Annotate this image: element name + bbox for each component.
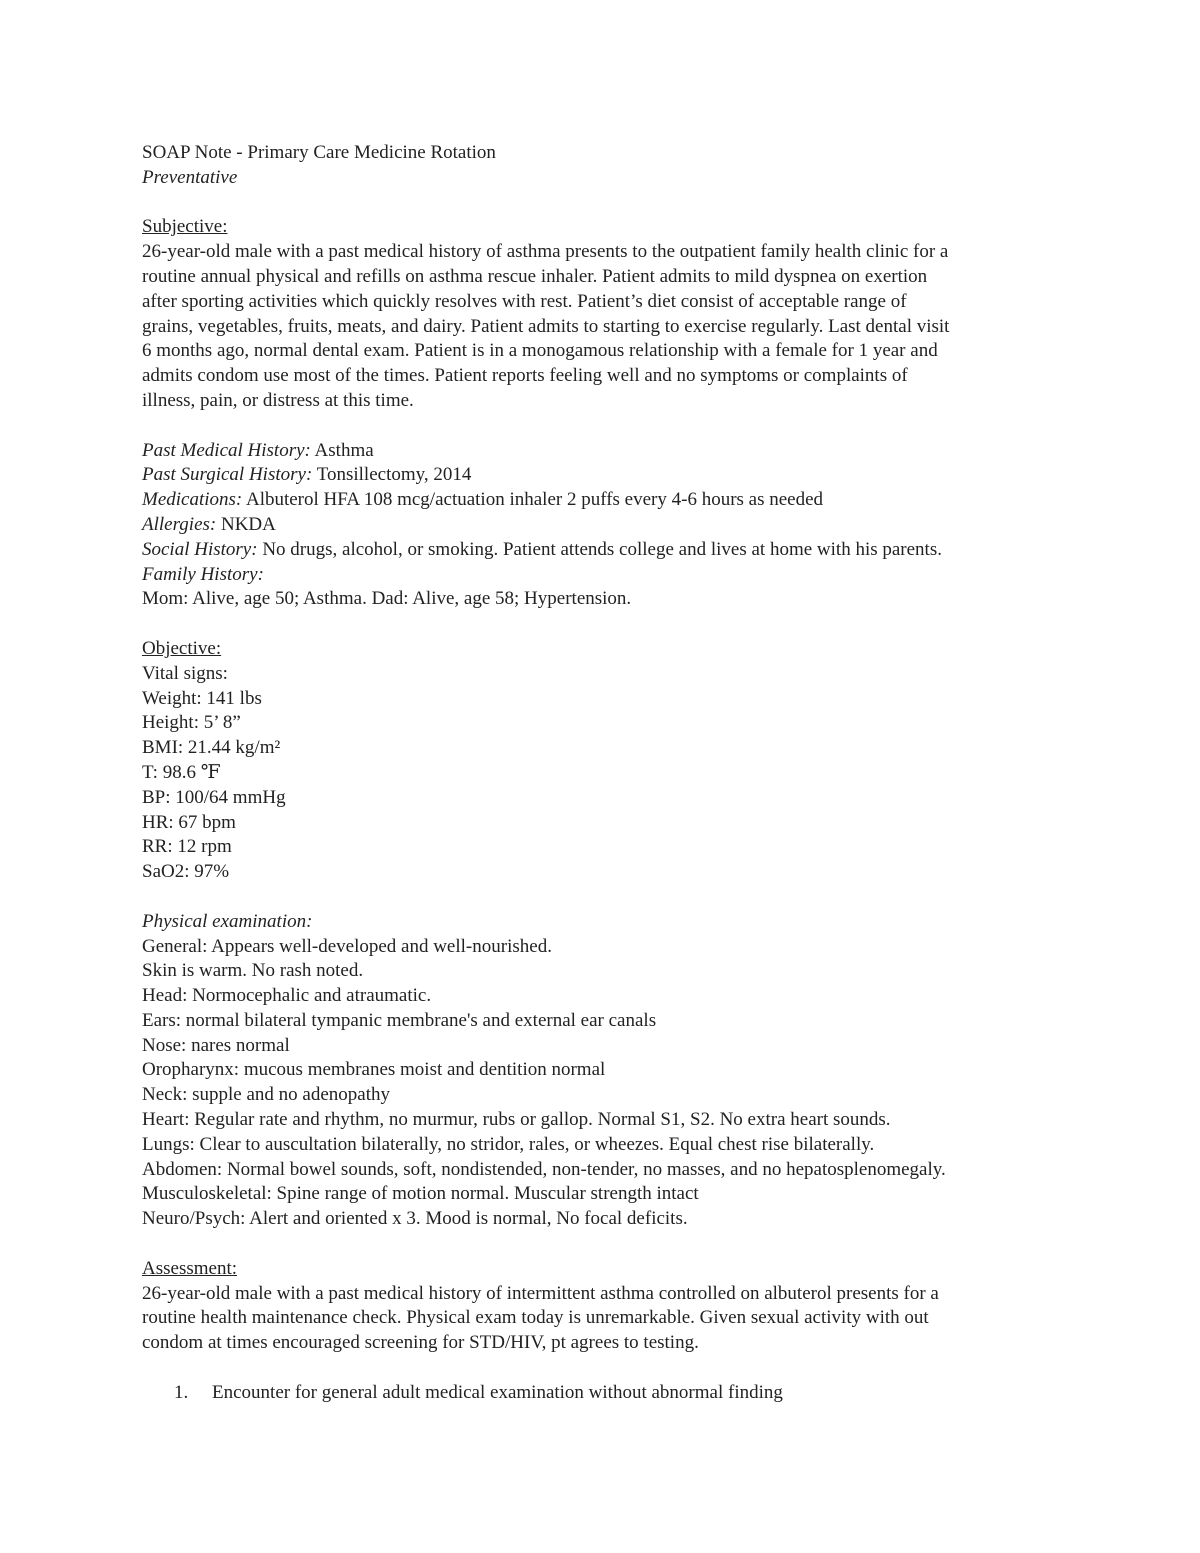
- assessment-heading: Assessment:: [142, 1257, 237, 1279]
- family-history-value: Mom: Alive, age 50; Asthma. Dad: Alive, age 58; Hypertension.: [142, 588, 632, 610]
- family-history-label: Family History:: [142, 563, 264, 585]
- exam-line: Lungs: Clear to auscultation bilaterally, no stridor, rales, or wheezes. Equal chest rise bilaterally.: [142, 1133, 875, 1155]
- exam-line: Heart: Regular rate and rhythm, no murmur, rubs or gallop. Normal S1, S2. No extra heart sounds.: [142, 1109, 891, 1131]
- subjective-line: illness, pain, or distress at this time.: [142, 389, 414, 411]
- spacer: [142, 612, 1072, 637]
- objective-heading: Objective:: [142, 637, 222, 659]
- spacer: [142, 1232, 1072, 1257]
- physical-exam: [142, 935, 1072, 1233]
- exam-line: Neck: supple and no adenopathy: [142, 1084, 390, 1106]
- vital-line: BP: 100/64 mmHg: [142, 786, 286, 808]
- assessment-line: routine health maintenance check. Physical exam today is unremarkable. Given sexual activity with out: [142, 1307, 929, 1329]
- subjective-line: admits condom use most of the times. Patient reports feeling well and no symptoms or complaints of: [142, 365, 908, 387]
- vital-line: T: 98.6 ℉: [142, 761, 221, 783]
- exam-line: Ears: normal bilateral tympanic membrane's and external ear canals: [142, 1009, 657, 1031]
- assessment-list: [142, 1381, 1072, 1406]
- list-item-text: Encounter for general adult medical examination without abnormal finding: [212, 1381, 783, 1403]
- vital-line: SaO2: 97%: [142, 861, 230, 883]
- subjective-line: 6 months ago, normal dental exam. Patient is in a monogamous relationship with a female for 1 year and: [142, 340, 938, 362]
- medications: Medications: Albuterol HFA 108 mcg/actuation inhaler 2 puffs every 4-6 hours as needed: [142, 489, 824, 511]
- subjective-line: grains, vegetables, fruits, meats, and dairy. Patient admits to starting to exercise regularly. Last dental visit: [142, 315, 950, 337]
- vital-line: BMI: 21.44 kg/m²: [142, 737, 281, 759]
- document-subtitle: Preventative: [142, 166, 238, 188]
- exam-line: Head: Normocephalic and atraumatic.: [142, 985, 432, 1007]
- subjective-line: routine annual physical and refills on asthma rescue inhaler. Patient admits to mild dyspnea on exertion: [142, 265, 928, 287]
- assessment-line: 26-year-old male with a past medical history of intermittent asthma controlled on albuterol presents for a: [142, 1282, 939, 1304]
- vital-line: RR: 12 rpm: [142, 836, 232, 858]
- past-surgical-history: Past Surgical History: Tonsillectomy, 2014: [142, 464, 472, 486]
- exam-line: Neuro/Psych: Alert and oriented x 3. Mood is normal, No focal deficits.: [142, 1208, 688, 1230]
- list-item-number: 1.: [174, 1381, 189, 1403]
- allergies: Allergies: NKDA: [142, 513, 276, 535]
- vital-signs: [142, 662, 1072, 885]
- exam-line: Abdomen: Normal bowel sounds, soft, nondistended, non-tender, no masses, and no hepatosplenomegaly.: [142, 1158, 946, 1180]
- exam-line: Musculoskeletal: Spine range of motion normal. Muscular strength intact: [142, 1183, 699, 1205]
- past-medical-history: Past Medical History: Asthma: [142, 439, 374, 461]
- subjective-line: 26-year-old male with a past medical history of asthma presents to the outpatient family health clinic for a: [142, 241, 949, 263]
- vital-line: HR: 67 bpm: [142, 811, 236, 833]
- exam-line: Oropharynx: mucous membranes moist and dentition normal: [142, 1059, 606, 1081]
- exam-line: General: Appears well-developed and well-nourished.: [142, 935, 552, 957]
- subjective-paragraph: [142, 240, 1072, 414]
- spacer: [142, 1356, 1072, 1381]
- spacer: [142, 414, 1072, 439]
- vital-line: Vital signs:: [142, 662, 228, 684]
- vital-line: Weight: 141 lbs: [142, 687, 262, 709]
- physical-exam-label: Physical examination:: [142, 910, 313, 932]
- exam-line: Nose: nares normal: [142, 1034, 290, 1056]
- assessment-paragraph: [142, 1282, 1072, 1356]
- subjective-line: after sporting activities which quickly resolves with rest. Patient’s diet consist of acceptable range of: [142, 290, 907, 312]
- social-history: Social History: No drugs, alcohol, or smoking. Patient attends college and lives at home with his parents.: [142, 538, 942, 560]
- list-item: [142, 1381, 1072, 1406]
- vital-line: Height: 5’ 8”: [142, 712, 241, 734]
- spacer: [142, 191, 1072, 216]
- document-page: [142, 141, 1072, 1406]
- assessment-line: condom at times encouraged screening for STD/HIV, pt agrees to testing.: [142, 1332, 699, 1354]
- exam-line: Skin is warm. No rash noted.: [142, 960, 364, 982]
- document-title: SOAP Note - Primary Care Medicine Rotation: [142, 142, 496, 163]
- subjective-heading: Subjective:: [142, 216, 228, 238]
- spacer: [142, 885, 1072, 910]
